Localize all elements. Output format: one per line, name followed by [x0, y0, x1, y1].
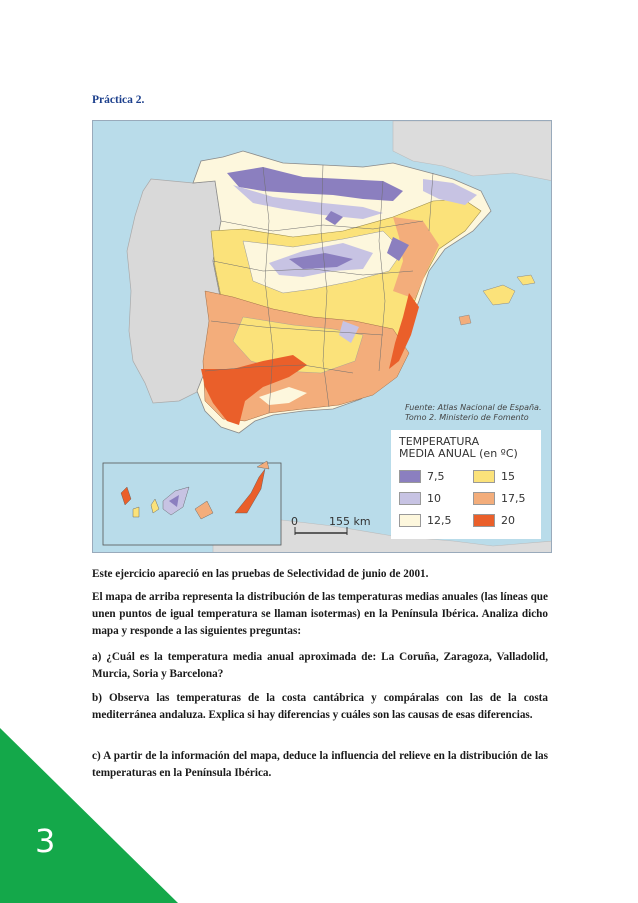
question-b: b) Observa las temperaturas de la costa cantábrica y compáralas con las de la costa mediterránea andaluza. Explica si hay diferencias y cuáles son las causas de esas diferencias. — [92, 692, 548, 721]
legend-swatch-17-5 — [473, 492, 495, 505]
source-line-2: Tomo 2. Ministerio de Fomento — [405, 413, 529, 422]
scale-end-label: 155 km — [329, 515, 371, 528]
question-c: c) A partir de la información del mapa, deduce la influencia del relieve en la distribución de las temperaturas en la Península Ibérica. — [92, 750, 548, 779]
legend-label-7-5: 7,5 — [427, 470, 445, 483]
legend-label-10: 10 — [427, 492, 441, 505]
legend-label-15: 15 — [501, 470, 515, 483]
legend-label-12-5: 12,5 — [427, 514, 452, 527]
legend-swatch-7-5 — [399, 470, 421, 483]
source-line-1: Fuente: Atlas Nacional de España. — [405, 403, 542, 412]
map-source — [405, 403, 552, 423]
legend-swatch-12-5 — [399, 514, 421, 527]
legend-title-line-2: MEDIA ANUAL (en ºC) — [399, 447, 518, 460]
temperature-map — [92, 120, 552, 553]
page-title: Práctica 2. — [92, 94, 145, 106]
paragraph-description: El mapa de arriba representa la distribución de las temperaturas medias anuales (las líneas que unen puntos de igual temperatura se llaman isotermas) en la Península Ibérica. Analiza dicho mapa y responde a las siguientes preguntas: — [92, 591, 548, 637]
scale-start-label: 0 — [291, 515, 298, 528]
question-a: a) ¿Cuál es la temperatura media anual aproximada de: La Coruña, Zaragoza, Valladolid, Murcia, Soria y Barcelona? — [92, 651, 548, 680]
legend-label-20: 20 — [501, 514, 515, 527]
legend-title — [399, 436, 518, 460]
legend-label-17-5: 17,5 — [501, 492, 526, 505]
map-legend — [391, 430, 541, 539]
legend-swatch-10 — [399, 492, 421, 505]
page-number: 3 — [35, 822, 56, 860]
legend-title-line-1: TEMPERATURA — [399, 435, 480, 448]
legend-swatch-15 — [473, 470, 495, 483]
legend-swatch-20 — [473, 514, 495, 527]
paragraph-intro: Este ejercicio apareció en las pruebas de Selectividad de junio de 2001. — [92, 568, 429, 580]
